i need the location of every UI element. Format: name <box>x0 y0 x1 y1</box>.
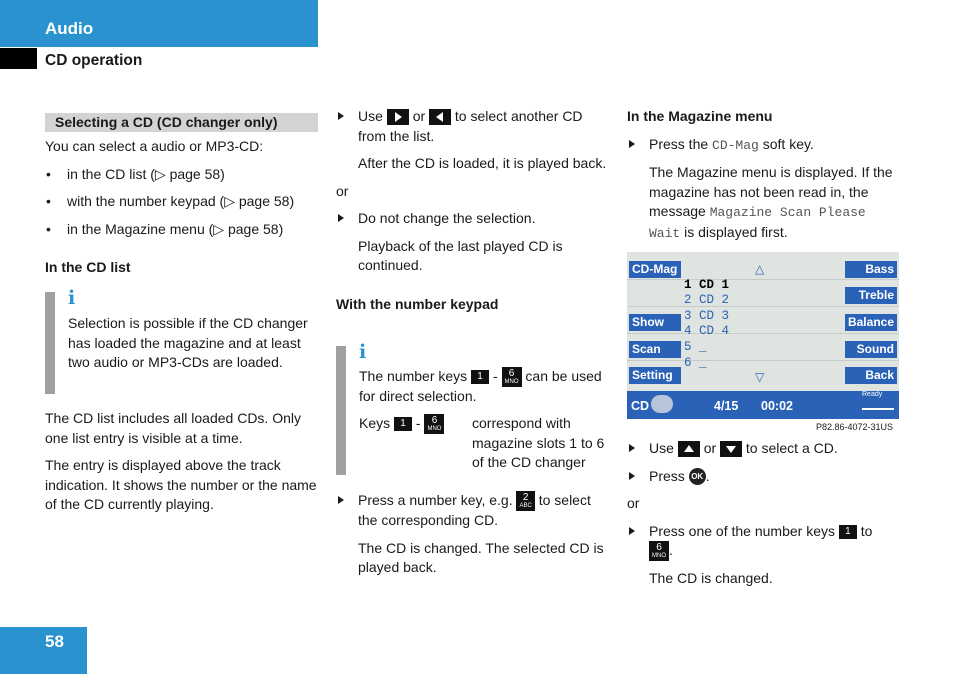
softkey-balance[interactable]: Balance <box>845 314 897 331</box>
subsection-marker <box>0 48 37 69</box>
cd-list-item[interactable]: 5 _ <box>684 340 707 354</box>
keypad-heading: With the number keypad <box>336 295 499 312</box>
left-arrow-icon <box>429 109 451 125</box>
cd-list-paragraph: The CD list includes all loaded CDs. Only one list entry is visible at a time. <box>45 410 301 446</box>
softkey-sound[interactable]: Sound <box>845 341 897 358</box>
step-result: The CD is changed. The selected CD is played back. <box>358 539 604 576</box>
softkey-back[interactable]: Back <box>845 367 897 384</box>
up-arrow-icon <box>678 441 700 457</box>
cd-list-heading: In the CD list <box>45 259 131 275</box>
key-6-icon: 6 MNO <box>424 414 444 434</box>
intro-text: You can select a audio or MP3-CD: <box>45 138 264 154</box>
right-steps <box>627 439 901 589</box>
cd-list-item[interactable]: 2 CD 2 <box>684 293 730 307</box>
right-column <box>627 107 901 243</box>
page-number: 58 <box>45 632 64 651</box>
info-icon: i <box>359 341 367 363</box>
magazine-display <box>627 252 899 419</box>
softkey-setting[interactable]: Setting <box>629 367 681 384</box>
note-text: Selection is possible if the CD changer has loaded the magazine and at least two audio or MP3-CDs are loaded. <box>68 315 308 370</box>
magazine-heading: In the Magazine menu <box>627 108 773 124</box>
key-1-icon: 1 <box>471 370 489 384</box>
section-title: Audio <box>45 19 94 38</box>
key-6-icon: 6 MNO <box>649 541 669 561</box>
cd-disc-icon <box>651 395 673 413</box>
bullet-item: • in the Magazine menu (▷ page 58) <box>45 220 320 240</box>
selecting-cd-heading: Selecting a CD (CD changer only) <box>45 113 318 132</box>
entry-paragraph: The entry is displayed above the track indication. It shows the number or the name of the CD currently playing. <box>45 457 317 512</box>
keys-description: correspond with magazine slots 1 to 6 of the CD changer <box>472 415 605 470</box>
cd-list-item[interactable]: 6 _ <box>684 356 707 370</box>
step-use-arrows: Use or to select another CD from the list. <box>336 107 608 146</box>
key-1-icon: 1 <box>839 525 857 539</box>
softkey-show[interactable]: Show <box>629 314 681 331</box>
right-arrow-icon <box>387 109 409 125</box>
subsection-title: CD operation <box>45 52 143 69</box>
status-bar <box>627 391 899 419</box>
step-press-number: Press a number key, e.g. 2 ABC to select the corresponding CD. <box>336 491 608 531</box>
key-2-icon: 2 ABC <box>516 491 534 511</box>
step-press-number-keys: Press one of the number keys 1 to 6 MNO . <box>627 522 901 562</box>
cd-list-item[interactable]: 1 CD 1 <box>684 278 730 292</box>
step-result: The Magazine menu is displayed. If the magazine has not been read in, the message Magazine Scan Please Wait is displayed first. <box>649 164 893 241</box>
left-column <box>45 137 320 278</box>
bullet-item: • with the number keypad (▷ page 58) <box>45 192 320 212</box>
softkey-scan[interactable]: Scan <box>629 341 681 358</box>
step-result: The CD is changed. <box>649 570 773 587</box>
or-text: or <box>627 495 640 511</box>
step-result: Playback of the last played CD is continued. <box>358 237 563 273</box>
ready-label: Ready <box>862 391 883 398</box>
step-result: After the CD is loaded, it is played back. <box>358 155 607 171</box>
softkey-treble[interactable]: Treble <box>845 287 897 304</box>
track-time: 00:02 <box>761 399 793 413</box>
figure-caption: P82.86-4072-31US <box>816 422 894 432</box>
scroll-up-icon: △ <box>755 262 765 276</box>
source-label: CD <box>631 399 650 413</box>
key-6-icon: 6 MNO <box>502 367 522 387</box>
or-text: or <box>336 182 349 199</box>
left-paragraphs <box>45 409 320 515</box>
key-1-icon: 1 <box>394 417 412 431</box>
middle-steps <box>336 491 608 578</box>
step-use-updown: Use or to select a CD. <box>627 439 901 459</box>
cd-list-item[interactable]: 3 CD 3 <box>684 309 730 323</box>
softkey-bass[interactable]: Bass <box>845 261 897 278</box>
down-arrow-icon <box>720 441 742 457</box>
scroll-down-icon: ▽ <box>755 370 765 384</box>
signal-icon <box>862 402 894 410</box>
info-icon: i <box>68 287 76 309</box>
softkey-cd-mag[interactable]: CD-Mag <box>629 261 681 278</box>
cd-list-item[interactable]: 4 CD 4 <box>684 324 730 338</box>
step-press-softkey: Press the CD-Mag soft key. <box>627 135 901 156</box>
keys-label: Keys 1 - 6 MNO <box>359 414 444 434</box>
keypad-note: The number keys 1 - 6 MNO can be used for direct selection. <box>359 368 602 405</box>
middle-column <box>336 107 608 314</box>
page-number-tab <box>0 627 87 674</box>
track-number: 4/15 <box>714 399 739 413</box>
bullet-item: • in the CD list (▷ page 58) <box>45 165 320 185</box>
note-bar <box>336 346 346 475</box>
step-press-ok: Press OK . <box>627 467 901 487</box>
note-bar <box>45 292 55 394</box>
step-no-change: Do not change the selection. <box>336 209 608 229</box>
ok-button-icon: OK <box>689 468 706 485</box>
